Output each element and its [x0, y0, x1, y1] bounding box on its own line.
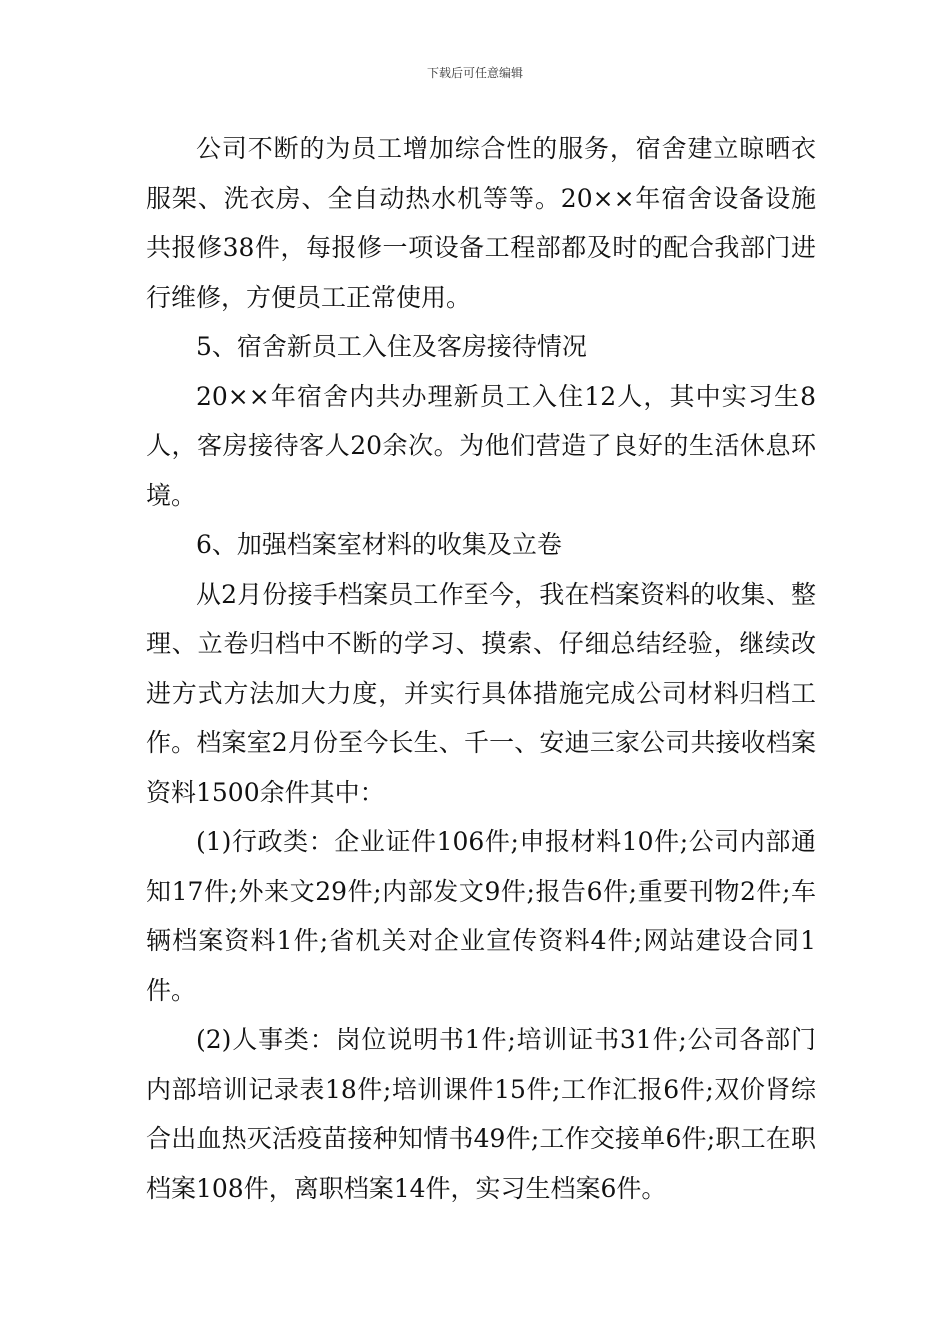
paragraph-archive-work: 从2月份接手档案员工作至今，我在档案资料的收集、整理、立卷归档中不断的学习、摸索、仔细总结经验，继续改进方式方法加大力度，并实行具体措施完成公司材料归档工作。档案室2月份至今长生、千一、安迪三家公司共接收档案资料1500余件其中：: [146, 579, 816, 807]
paragraph-new-staff-checkin: 20××年宿舍内共办理新员工入住12人，其中实习生8人，客房接待客人20余次。为他们营造了良好的生活休息环境。: [146, 381, 816, 510]
paragraph-personnel-category: (2)人事类：岗位说明书1件;培训证书31件;公司各部门内部培训记录表18件;培训课件15件;工作汇报6件;双价肾综合出血热灭活疫苗接种知情书49件;工作交接单6件;职工在职档案108件，离职档案14件，实习生档案6件。: [146, 1025, 816, 1203]
paragraph-administrative-category: (1)行政类：企业证件106件;申报材料10件;公司内部通知17件;外来文29件;内部发文9件;报告6件;重要刊物2件;车辆档案资料1件;省机关对企业宣传资料4件;网站建设合同1件。: [146, 827, 816, 1005]
paragraph-dormitory-services: 公司不断的为员工增加综合性的服务，宿舍建立晾晒衣服架、洗衣房、全自动热水机等等。20××年宿舍设备设施共报修38件，每报修一项设备工程部都及时的配合我部门进行维修，方便员工正常使用。: [146, 134, 816, 312]
page-header-note: 下载后可任意编辑: [426, 66, 523, 80]
section-heading-6: 6、加强档案室材料的收集及立卷: [196, 530, 562, 559]
document-body: [146, 124, 816, 1213]
section-heading-5: 5、宿舍新员工入住及客房接待情况: [196, 332, 587, 361]
